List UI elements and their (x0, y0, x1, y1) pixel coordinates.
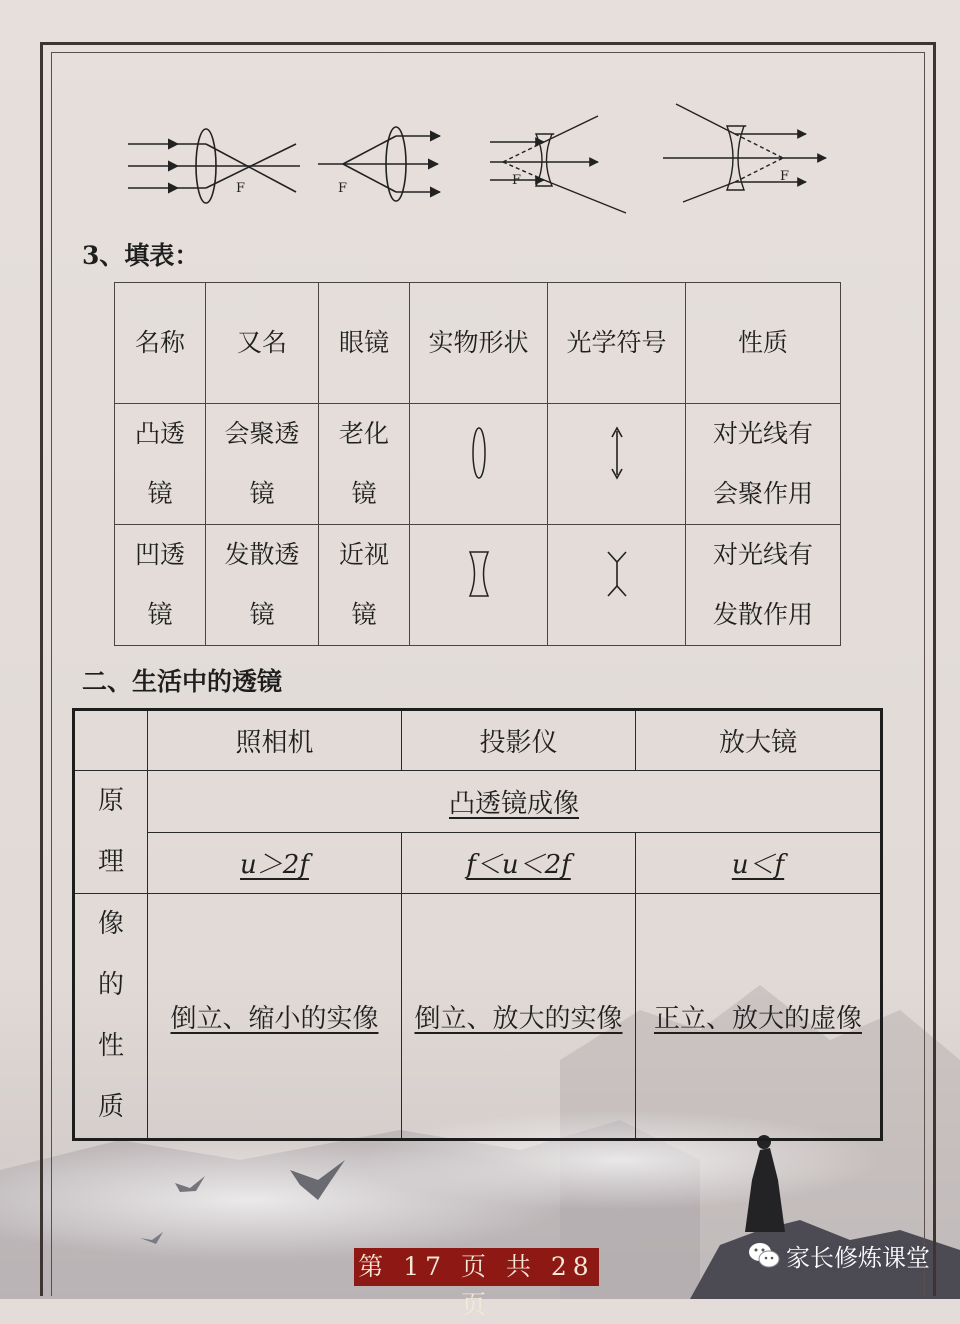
lens-table (114, 282, 841, 646)
concave-glasses: 近视镜 (319, 525, 410, 646)
focus-label-2: F (338, 181, 348, 196)
page-number-badge: 第 17 页 共 28 页 (354, 1248, 599, 1286)
life-lens-table (72, 708, 883, 1141)
header-name: 名称 (115, 283, 206, 404)
concave-name: 凹透镜 (115, 525, 206, 646)
principle-label: 原理 (74, 771, 148, 894)
image-camera-text: 倒立、缩小的实像 (170, 1003, 379, 1034)
convex-glasses: 老化镜 (319, 404, 410, 525)
condition-magnifier (636, 832, 882, 894)
life-table-header-row (74, 710, 882, 771)
table-row (74, 832, 882, 894)
header-shape: 实物形状 (410, 283, 548, 404)
section2-heading: 二、生活中的透镜 (82, 667, 283, 696)
image-camera (148, 894, 402, 1140)
image-projector (402, 894, 636, 1140)
convex-name: 凸透镜 (115, 404, 206, 525)
header-property: 性质 (686, 283, 841, 404)
condition-projector (402, 832, 636, 894)
principle-common-text: 凸透镜成像 (448, 788, 579, 819)
concave-property: 对光线有发散作用 (686, 525, 841, 646)
concave-lens-icon (466, 549, 492, 599)
convex-symbol-cell (548, 404, 686, 525)
concave-shape-cell (410, 525, 548, 646)
corner-cell (74, 710, 148, 771)
table-row (115, 525, 841, 646)
lens-table-header-row (115, 283, 841, 404)
convex-alias: 会聚透镜 (206, 404, 319, 525)
brand-name: 家长修炼课堂 (786, 1244, 930, 1272)
convex-property: 对光线有会聚作用 (686, 404, 841, 525)
convex-lens-icon (469, 425, 489, 481)
condition-camera-text: u＞2f (240, 850, 309, 881)
principle-common (148, 771, 882, 833)
concave-alias: 发散透镜 (206, 525, 319, 646)
header-alias: 又名 (206, 283, 319, 404)
col-camera: 照相机 (148, 710, 402, 771)
col-magnifier: 放大镜 (636, 710, 882, 771)
section3-heading: 3、填表： (82, 241, 200, 270)
condition-projector-text: f＜u＜2f (466, 850, 571, 881)
table-row (74, 894, 882, 1140)
image-magnifier (636, 894, 882, 1140)
convex-shape-cell (410, 404, 548, 525)
wechat-icon (747, 1240, 781, 1270)
concave-symbol-icon (604, 549, 630, 599)
convex-source-diagram (318, 127, 440, 201)
focus-label-4: F (780, 169, 790, 184)
focus-label-1: F (236, 181, 246, 196)
image-magnifier-text: 正立、放大的虚像 (653, 1003, 862, 1034)
focus-label-3: F (512, 173, 522, 188)
convex-symbol-icon (607, 425, 627, 481)
table-row (115, 404, 841, 525)
condition-camera (148, 832, 402, 894)
condition-magnifier-text: u＜f (731, 850, 785, 881)
concave-converging-to-parallel-diagram (663, 104, 826, 202)
convex-converging-diagram (128, 129, 300, 203)
col-projector: 投影仪 (402, 710, 636, 771)
table-row (74, 771, 882, 833)
concave-symbol-cell (548, 525, 686, 646)
header-symbol: 光学符号 (548, 283, 686, 404)
concave-diverging-diagram (490, 116, 626, 213)
lens-ray-diagrams (118, 100, 838, 220)
header-glasses: 眼镜 (319, 283, 410, 404)
image-label: 像的性质 (74, 894, 148, 1140)
image-projector-text: 倒立、放大的实像 (414, 1003, 623, 1034)
